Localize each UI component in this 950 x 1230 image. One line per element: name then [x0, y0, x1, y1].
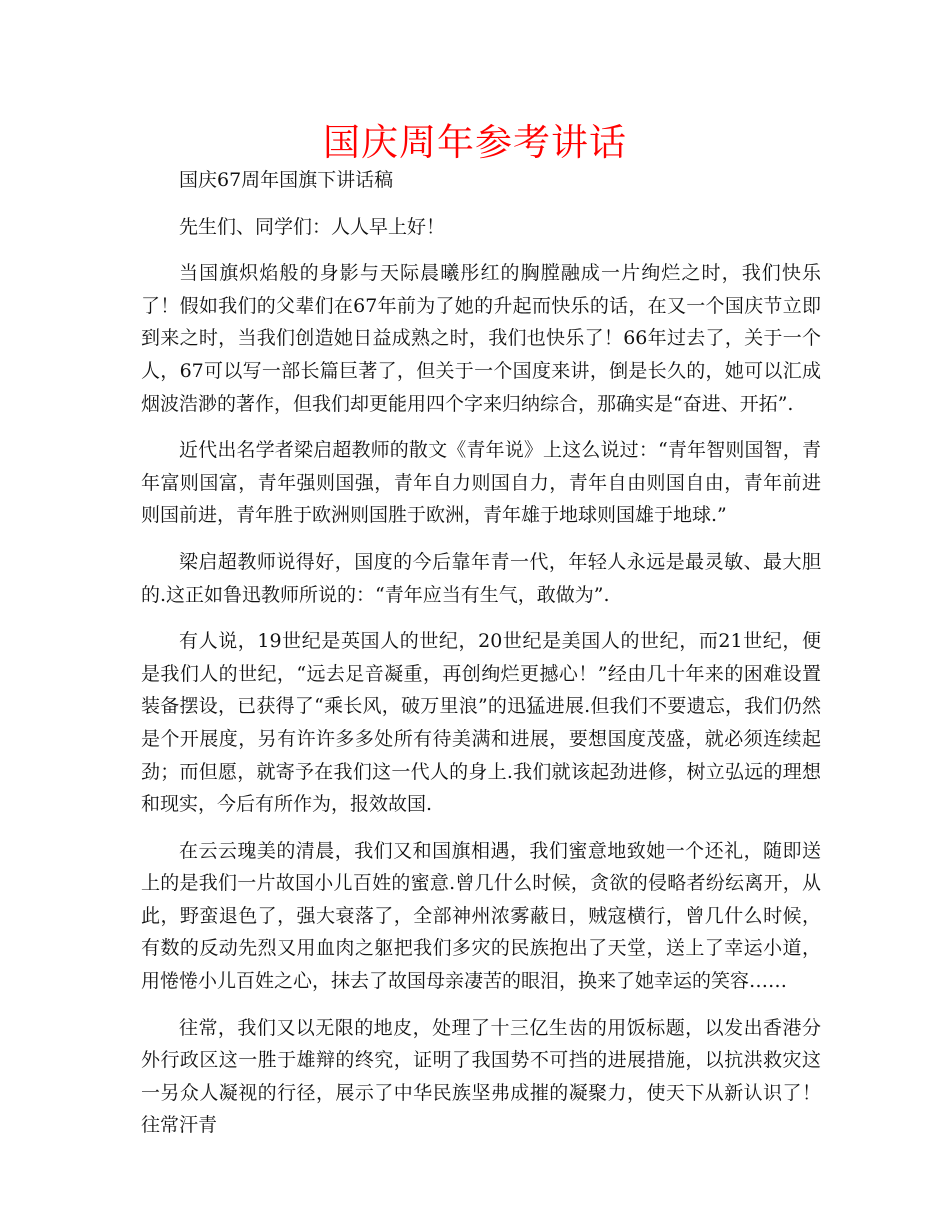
- paragraph-4: 有人说，19世纪是英国人的世纪，20世纪是美国人的世纪，而21世纪，便是我们人的世纪，“远去足音凝重，再创绚烂更撼心！”经由几十年来的困难设置装备摆设，已获得了“乘长风，破万里浪”的迅猛进展.但我们不要遗忘，我们仍然是个开展度，另有许许多多处所有待美满和进展，要想国度茂盛，就必须连续起劲；而但愿，就寄予在我们这一代人的身上.我们就该起劲进修，树立弘远的理想和现实，今后有所作为，报效故国.: [141, 630, 821, 816]
- paragraph-6: 往常，我们又以无限的地皮，处理了十三亿生齿的用饭标题，以发出香港分外行政区这一胜于雄辩的终究，证明了我国势不可挡的进展措施，以抗洪救灾这一另众人凝视的行径，展示了中华民族坚弗成摧的凝聚力，使天下从新认识了！往常汗青: [141, 1016, 821, 1137]
- paragraph-3: 梁启超教师说得好，国度的今后靠年青一代，年轻人永远是最灵敏、最大胆的.这正如鲁迅教师所说的：“青年应当有生气，敢做为”.: [141, 550, 821, 606]
- paragraph-subtitle: 国庆67周年国旗下讲话稿: [179, 169, 394, 191]
- document-body: [141, 164, 821, 1142]
- paragraph-1: 当国旗炽焰般的身影与天际晨曦彤红的胸膛融成一片绚烂之时，我们快乐了！假如我们的父辈们在67年前为了她的升起而快乐的话，在又一个国庆节立即到来之时，当我们创造她日益成熟之时，我们也快乐了！66年过去了，关于一个人，67可以写一部长篇巨著了，但关于一个国度来讲，倒是长久的，她可以汇成烟波浩渺的著作，但我们却更能用四个字来归纳综合，那确实是“奋进、开拓”.: [141, 262, 821, 415]
- document-title: 国庆周年参考讲话: [323, 121, 627, 164]
- paragraph-greeting: 先生们、同学们：人人早上好！: [179, 215, 446, 238]
- paragraph-2: 近代出名学者梁启超教师的散文《青年说》上这么说过：“青年智则国智，青年富则国富，青年强则国强，青年自力则国自力，青年自由则国自由，青年前进则国前进，青年胜于欧洲则国胜于欧洲，青年雄于地球则国雄于地球.”: [141, 439, 821, 527]
- paragraph-5: 在云云瑰美的清晨，我们又和国旗相遇，我们蜜意地致她一个还礼，随即送上的是我们一片故国小儿百姓的蜜意.曾几什么时候，贪欲的侵略者纷纭离开，从此，野蛮退色了，强大衰落了，全部神州浓雾蔽日，贼寇横行，曾几什么时候，有数的反动先烈又用血肉之躯把我们多灾的民族抱出了天堂，送上了幸运小道，用惓惓小儿百姓之心，抹去了故国母亲凄苦的眼泪，换来了她幸运的笑容……: [141, 839, 821, 993]
